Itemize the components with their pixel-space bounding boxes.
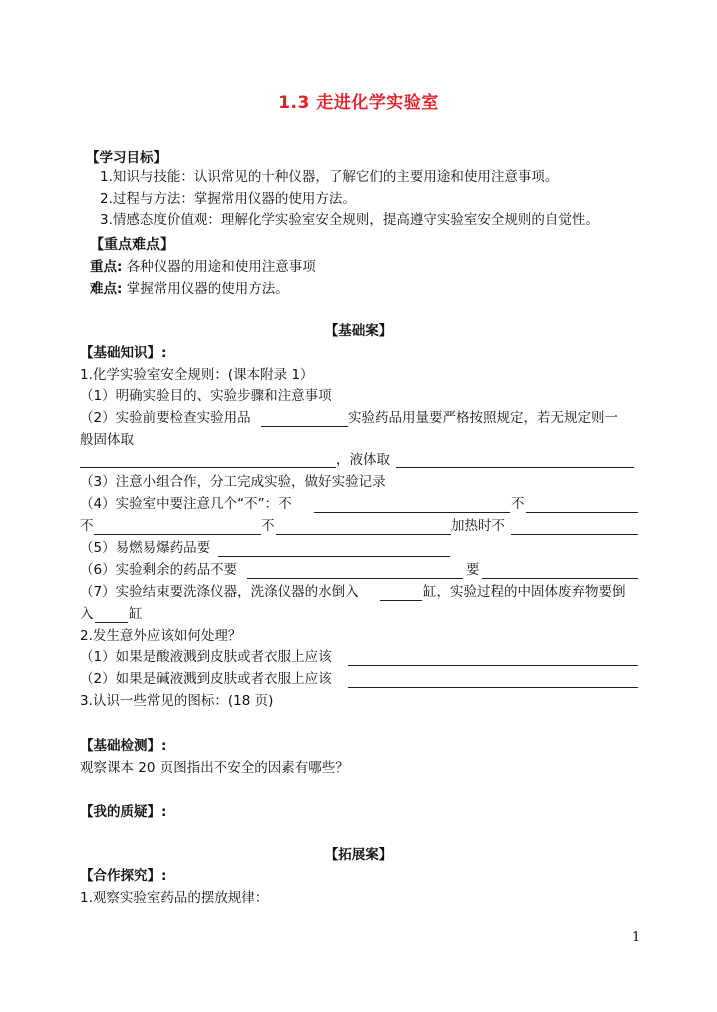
blank-line [218, 556, 450, 557]
page-number: 1 [632, 930, 641, 945]
blank-line [526, 512, 638, 513]
question-3: 3.认识一些常见的图标：(18 页) [80, 693, 274, 709]
goal-item-2: 2.过程与方法：掌握常用仪器的使用方法。 [100, 191, 356, 207]
goals-heading: 【学习目标】 [86, 150, 167, 166]
rule-7-part-a: （7）实验结束要洗涤仪器，洗涤仪器的水倒入 [80, 584, 359, 600]
rule-2-part-a: （2）实验前要检查实验用品 [80, 410, 251, 426]
rule-2-part-b: 实验药品用量要严格按照规定，若无规定则一 [348, 410, 618, 426]
rule-4-part-b: 不 [511, 496, 525, 512]
question-2-2: （2）如果是碱液溅到皮肤或者衣服上应该 [80, 671, 332, 687]
blank-line [482, 578, 638, 579]
rule-3: （3）注意小组合作，分工完成实验，做好实验记录 [80, 474, 386, 490]
goal-item-1: 1.知识与技能：认识常见的十种仪器，了解它们的主要用途和使用注意事项。 [100, 169, 559, 185]
rule-2-part-c: 般固体取 [80, 432, 134, 448]
rule-7-part-c: 入 [80, 606, 94, 622]
keypoints-heading: 【重点难点】 [90, 237, 174, 253]
rule-4-part-d: 不 [261, 518, 275, 534]
difficulty-label: 难点: [90, 281, 123, 297]
blank-line [276, 534, 451, 535]
coop-heading: 【合作探究】: [80, 868, 167, 884]
focus-text: 各种仪器的用途和使用注意事项 [126, 259, 316, 275]
rule-2-part-d: ，液体取 [336, 452, 390, 468]
difficulty-row [90, 279, 289, 299]
difficulty-text: 掌握常用仪器的使用方法。 [126, 281, 289, 297]
focus-label: 重点: [90, 259, 123, 275]
basic-test-question: 观察课本 20 页图指出不安全的因素有哪些？ [80, 760, 349, 776]
rule-4-part-a: （4）实验室中要注意几个“不”：不 [80, 496, 292, 512]
rule-7-part-b: 缸，实验过程的中固体废弃物要倒 [423, 584, 626, 600]
blank-line [511, 534, 638, 535]
rule-6-part-b: 要 [466, 562, 480, 578]
rule-6-part-a: （6）实验剩余的药品不要 [80, 562, 238, 578]
blank-line [348, 687, 638, 688]
extend-section-heading: 【拓展案】 [324, 847, 393, 863]
rule-5: （5）易燃易爆药品要 [80, 540, 211, 556]
goal-item-3: 3.情感态度价值观：理解化学实验室安全规则，提高遵守实验室安全规则的自觉性。 [100, 212, 599, 228]
blank-line [261, 426, 348, 427]
doubt-heading: 【我的质疑】: [80, 804, 167, 820]
blank-line [94, 534, 261, 535]
question-2-1: （1）如果是酸液溅到皮肤或者衣服上应该 [80, 649, 332, 665]
rules-title: 1.化学实验室安全规则：(课本附录 1） [80, 367, 314, 383]
blank-line [380, 600, 422, 601]
coop-question-1: 1.观察实验室药品的摆放规律： [80, 890, 269, 906]
blank-line [396, 467, 634, 468]
basic-knowledge-heading: 【基础知识】: [80, 345, 167, 361]
rule-4-part-e: 加热时不 [451, 518, 505, 534]
blank-line [348, 665, 638, 666]
blank-line [80, 467, 336, 468]
blank-line [95, 622, 128, 623]
question-2: 2.发生意外应该如何处理？ [80, 628, 242, 644]
rule-1: （1）明确实验目的、实验步骤和注意事项 [80, 388, 332, 404]
focus-row [90, 257, 316, 277]
basic-section-heading: 【基础案】 [324, 323, 393, 339]
rule-7-part-d: 缸 [129, 606, 143, 622]
page-title: 1.3 走进化学实验室 [278, 93, 439, 113]
basic-test-heading: 【基础检测】: [80, 738, 167, 754]
rule-4-part-c: 不 [80, 518, 94, 534]
blank-line [314, 512, 510, 513]
blank-line [247, 578, 463, 579]
